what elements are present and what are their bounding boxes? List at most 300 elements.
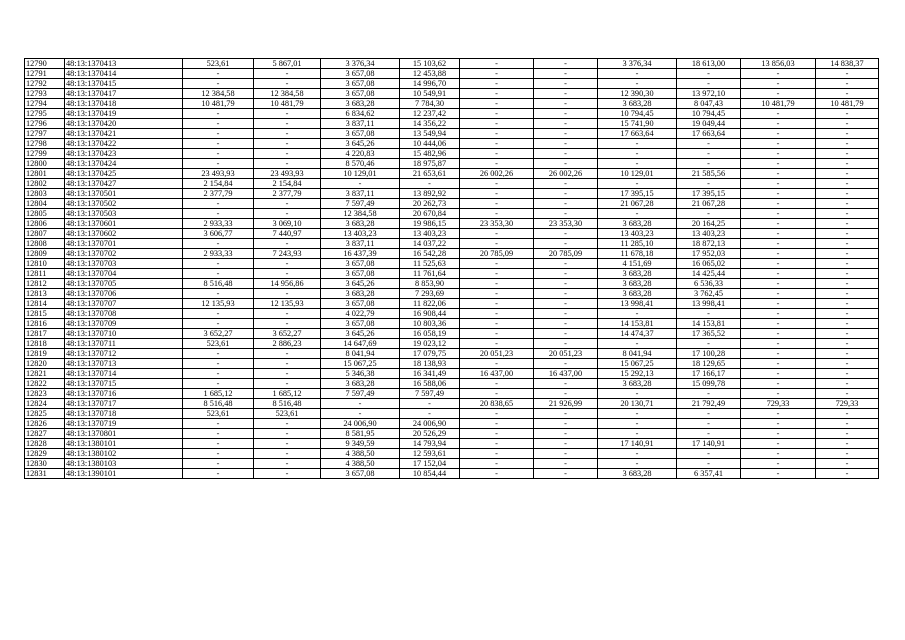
value-cell: 3 645,26 (321, 329, 400, 339)
value-cell: 17 140,91 (598, 439, 677, 449)
value-cell: - (534, 339, 598, 349)
row-number-cell: 12818 (25, 339, 65, 349)
value-cell: - (183, 129, 254, 139)
value-cell: - (598, 139, 677, 149)
value-cell: - (254, 269, 321, 279)
value-cell: 26 002,26 (460, 169, 534, 179)
value-cell: - (183, 309, 254, 319)
cadastral-number-cell: 48:13:1370701 (65, 239, 183, 249)
value-cell: - (534, 299, 598, 309)
value-cell: - (816, 199, 879, 209)
row-number-cell: 12790 (25, 59, 65, 69)
value-cell: 2 154,84 (183, 179, 254, 189)
table-row (25, 229, 879, 239)
value-cell: - (254, 239, 321, 249)
table-row (25, 369, 879, 379)
value-cell: - (534, 409, 598, 419)
value-cell: 26 002,26 (534, 169, 598, 179)
value-cell: - (741, 259, 816, 269)
value-cell: - (816, 249, 879, 259)
value-cell: 12 384,58 (183, 89, 254, 99)
value-cell: 7 243,93 (254, 249, 321, 259)
value-cell: - (741, 299, 816, 309)
row-number-cell: 12814 (25, 299, 65, 309)
value-cell: 4 388,50 (321, 449, 400, 459)
value-cell: 10 129,01 (321, 169, 400, 179)
value-cell: - (183, 199, 254, 209)
value-cell: - (816, 309, 879, 319)
value-cell: 18 613,00 (677, 59, 741, 69)
value-cell: - (598, 389, 677, 399)
table-row (25, 109, 879, 119)
row-number-cell: 12821 (25, 369, 65, 379)
cadastral-number-cell: 48:13:1380101 (65, 439, 183, 449)
value-cell: - (598, 149, 677, 159)
value-cell: 3 683,28 (598, 379, 677, 389)
table-row (25, 189, 879, 199)
value-cell: 4 151,69 (598, 259, 677, 269)
value-cell: 11 525,63 (400, 259, 460, 269)
value-cell: - (816, 79, 879, 89)
value-cell: 17 395,15 (598, 189, 677, 199)
table-row (25, 349, 879, 359)
value-cell: - (460, 239, 534, 249)
value-cell: 4 388,50 (321, 459, 400, 469)
value-cell: - (741, 439, 816, 449)
value-cell: 1 685,12 (183, 389, 254, 399)
value-cell: 8 516,48 (183, 279, 254, 289)
row-number-cell: 12800 (25, 159, 65, 169)
value-cell: - (816, 179, 879, 189)
value-cell: - (460, 309, 534, 319)
value-cell: - (816, 419, 879, 429)
value-cell: 11 822,06 (400, 299, 460, 309)
value-cell: 9 349,59 (321, 439, 400, 449)
value-cell: - (816, 109, 879, 119)
value-cell: - (677, 409, 741, 419)
value-cell: 21 067,28 (677, 199, 741, 209)
table-row (25, 129, 879, 139)
value-cell: 15 741,90 (598, 119, 677, 129)
cadastral-number-cell: 48:13:1370718 (65, 409, 183, 419)
value-cell: - (741, 229, 816, 239)
value-cell: - (677, 419, 741, 429)
table-row (25, 399, 879, 409)
cadastral-number-cell: 48:13:1370710 (65, 329, 183, 339)
value-cell: 729,33 (741, 399, 816, 409)
value-cell: 23 353,30 (534, 219, 598, 229)
value-cell: - (816, 139, 879, 149)
value-cell: 4 022,79 (321, 309, 400, 319)
value-cell: - (460, 179, 534, 189)
value-cell: - (460, 469, 534, 479)
value-cell: 13 998,41 (598, 299, 677, 309)
value-cell: - (816, 379, 879, 389)
value-cell: - (534, 379, 598, 389)
value-cell: - (741, 359, 816, 369)
value-cell: 3 683,28 (598, 469, 677, 479)
value-cell: 23 353,30 (460, 219, 534, 229)
row-number-cell: 12827 (25, 429, 65, 439)
table-row (25, 449, 879, 459)
value-cell: - (460, 319, 534, 329)
row-number-cell: 12793 (25, 89, 65, 99)
value-cell: - (741, 219, 816, 229)
value-cell: - (460, 189, 534, 199)
cadastral-number-cell: 48:13:1370503 (65, 209, 183, 219)
value-cell: 3 837,11 (321, 189, 400, 199)
value-cell: - (534, 319, 598, 329)
value-cell: - (677, 459, 741, 469)
cadastral-number-cell: 48:13:1370717 (65, 399, 183, 409)
value-cell: 17 152,04 (400, 459, 460, 469)
value-cell: - (816, 119, 879, 129)
value-cell: - (183, 429, 254, 439)
value-cell: - (741, 369, 816, 379)
value-cell: 10 481,79 (741, 99, 816, 109)
value-cell: 15 292,13 (598, 369, 677, 379)
row-number-cell: 12815 (25, 309, 65, 319)
value-cell: - (254, 289, 321, 299)
table-row (25, 139, 879, 149)
value-cell: 10 481,79 (816, 99, 879, 109)
cadastral-number-cell: 48:13:1370705 (65, 279, 183, 289)
value-cell: 8 516,48 (183, 399, 254, 409)
value-cell: 20 262,73 (400, 199, 460, 209)
value-cell: - (254, 69, 321, 79)
value-cell: 14 356,22 (400, 119, 460, 129)
value-cell: 2 154,84 (254, 179, 321, 189)
value-cell: 2 377,79 (254, 189, 321, 199)
table-row (25, 169, 879, 179)
row-number-cell: 12797 (25, 129, 65, 139)
cadastral-number-cell: 48:13:1370704 (65, 269, 183, 279)
value-cell: - (741, 239, 816, 249)
row-number-cell: 12812 (25, 279, 65, 289)
value-cell: - (677, 389, 741, 399)
value-cell: 3 837,11 (321, 239, 400, 249)
value-cell: - (816, 269, 879, 279)
value-cell: 12 593,61 (400, 449, 460, 459)
value-cell: - (460, 229, 534, 239)
value-cell: 20 670,84 (400, 209, 460, 219)
cadastral-number-cell: 48:13:1370713 (65, 359, 183, 369)
value-cell: - (534, 279, 598, 289)
value-cell: - (534, 129, 598, 139)
table-row (25, 459, 879, 469)
value-cell: 13 972,10 (677, 89, 741, 99)
value-cell: - (741, 199, 816, 209)
value-cell: - (741, 79, 816, 89)
value-cell: - (816, 329, 879, 339)
value-cell: - (183, 109, 254, 119)
value-cell: 3 657,08 (321, 259, 400, 269)
value-cell: - (741, 269, 816, 279)
row-number-cell: 12807 (25, 229, 65, 239)
value-cell: 5 867,01 (254, 59, 321, 69)
value-cell: 10 444,06 (400, 139, 460, 149)
value-cell: - (816, 299, 879, 309)
value-cell: - (534, 389, 598, 399)
value-cell: - (534, 239, 598, 249)
value-cell: 3 657,08 (321, 129, 400, 139)
value-cell: 18 975,87 (400, 159, 460, 169)
cadastral-number-cell: 48:13:1370415 (65, 79, 183, 89)
value-cell: - (741, 189, 816, 199)
value-cell: - (460, 459, 534, 469)
value-cell: - (460, 419, 534, 429)
value-cell: - (460, 79, 534, 89)
value-cell: - (254, 119, 321, 129)
value-cell: 3 645,26 (321, 279, 400, 289)
value-cell: - (677, 429, 741, 439)
value-cell: - (183, 289, 254, 299)
value-cell: - (254, 149, 321, 159)
row-number-cell: 12805 (25, 209, 65, 219)
value-cell: 20 526,29 (400, 429, 460, 439)
cadastral-number-cell: 48:13:1370502 (65, 199, 183, 209)
value-cell: 17 140,91 (677, 439, 741, 449)
value-cell: - (816, 449, 879, 459)
value-cell: 3 657,08 (321, 469, 400, 479)
value-cell: - (460, 139, 534, 149)
value-cell: 12 453,88 (400, 69, 460, 79)
value-cell: 21 926,99 (534, 399, 598, 409)
value-cell: - (400, 179, 460, 189)
value-cell: 19 049,44 (677, 119, 741, 129)
value-cell: 23 493,93 (254, 169, 321, 179)
value-cell: 16 588,06 (400, 379, 460, 389)
value-cell: - (400, 399, 460, 409)
cadastral-number-cell: 48:13:1370425 (65, 169, 183, 179)
value-cell: 7 597,49 (321, 199, 400, 209)
value-cell: 20 785,09 (460, 249, 534, 259)
value-cell: - (598, 449, 677, 459)
value-cell: 12 237,42 (400, 109, 460, 119)
value-cell: 20 051,23 (534, 349, 598, 359)
value-cell: - (598, 309, 677, 319)
value-cell: - (534, 189, 598, 199)
value-cell: 13 856,03 (741, 59, 816, 69)
row-number-cell: 12829 (25, 449, 65, 459)
value-cell: 2 933,33 (183, 219, 254, 229)
cadastral-number-cell: 48:13:1380102 (65, 449, 183, 459)
value-cell: - (741, 319, 816, 329)
value-cell: 10 129,01 (598, 169, 677, 179)
value-cell: - (534, 289, 598, 299)
cadastral-number-cell: 48:13:1370714 (65, 369, 183, 379)
cadastral-number-cell: 48:13:1370427 (65, 179, 183, 189)
value-cell: - (460, 129, 534, 139)
table-row (25, 389, 879, 399)
value-cell: 3 657,08 (321, 89, 400, 99)
value-cell: - (741, 89, 816, 99)
cadastral-number-cell: 48:13:1370601 (65, 219, 183, 229)
value-cell: - (677, 179, 741, 189)
cadastral-number-cell: 48:13:1370421 (65, 129, 183, 139)
value-cell: 10 549,91 (400, 89, 460, 99)
value-cell: - (741, 409, 816, 419)
value-cell: 6 357,41 (677, 469, 741, 479)
value-cell: 24 006,90 (400, 419, 460, 429)
row-number-cell: 12822 (25, 379, 65, 389)
cadastral-number-cell: 48:13:1370709 (65, 319, 183, 329)
row-number-cell: 12808 (25, 239, 65, 249)
value-cell: 3 645,26 (321, 139, 400, 149)
value-cell: - (816, 359, 879, 369)
value-cell: - (816, 159, 879, 169)
value-cell: 16 437,00 (460, 369, 534, 379)
table-row (25, 359, 879, 369)
value-cell: - (534, 419, 598, 429)
value-cell: 13 403,23 (321, 229, 400, 239)
value-cell: 2 886,23 (254, 339, 321, 349)
value-cell: 14 996,70 (400, 79, 460, 89)
table-row (25, 379, 879, 389)
value-cell: - (741, 169, 816, 179)
value-cell: - (741, 279, 816, 289)
value-cell: 3 683,28 (321, 219, 400, 229)
value-cell: - (534, 79, 598, 89)
value-cell: - (534, 159, 598, 169)
value-cell: - (741, 389, 816, 399)
row-number-cell: 12828 (25, 439, 65, 449)
value-cell: - (741, 459, 816, 469)
value-cell: 14 838,37 (816, 59, 879, 69)
cadastral-number-cell: 48:13:1370715 (65, 379, 183, 389)
value-cell: - (816, 229, 879, 239)
value-cell: - (534, 139, 598, 149)
row-number-cell: 12794 (25, 99, 65, 109)
value-cell: 12 135,93 (254, 299, 321, 309)
value-cell: 729,33 (816, 399, 879, 409)
value-cell: - (460, 259, 534, 269)
value-cell: - (534, 459, 598, 469)
row-number-cell: 12816 (25, 319, 65, 329)
table-row (25, 339, 879, 349)
cadastral-number-cell: 48:13:1370424 (65, 159, 183, 169)
value-cell: - (183, 319, 254, 329)
value-cell: 7 597,49 (400, 389, 460, 399)
value-cell: - (183, 69, 254, 79)
value-cell: - (254, 129, 321, 139)
value-cell: 14 474,37 (598, 329, 677, 339)
value-cell: - (816, 209, 879, 219)
row-number-cell: 12811 (25, 269, 65, 279)
value-cell: - (816, 469, 879, 479)
value-cell: - (816, 149, 879, 159)
table-row (25, 279, 879, 289)
cadastral-number-cell: 48:13:1370418 (65, 99, 183, 109)
value-cell: - (254, 429, 321, 439)
value-cell: - (460, 69, 534, 79)
value-cell: - (741, 249, 816, 259)
value-cell: - (816, 239, 879, 249)
row-number-cell: 12792 (25, 79, 65, 89)
value-cell: - (321, 409, 400, 419)
value-cell: - (460, 159, 534, 169)
value-cell: - (816, 429, 879, 439)
row-number-cell: 12791 (25, 69, 65, 79)
value-cell: 20 838,65 (460, 399, 534, 409)
value-cell: - (677, 79, 741, 89)
value-cell: - (183, 149, 254, 159)
value-cell: 3 683,28 (598, 289, 677, 299)
value-cell: 10 803,36 (400, 319, 460, 329)
value-cell: - (254, 469, 321, 479)
value-cell: - (816, 369, 879, 379)
cadastral-number-cell: 48:13:1370716 (65, 389, 183, 399)
table-row (25, 149, 879, 159)
value-cell: - (598, 459, 677, 469)
value-cell: - (741, 149, 816, 159)
value-cell: 21 067,28 (598, 199, 677, 209)
value-cell: - (816, 219, 879, 229)
value-cell: - (816, 69, 879, 79)
value-cell: 14 037,22 (400, 239, 460, 249)
value-cell: 8 047,43 (677, 99, 741, 109)
value-cell: 12 390,30 (598, 89, 677, 99)
cadastral-number-cell: 48:13:1370702 (65, 249, 183, 259)
value-cell: 8 853,90 (400, 279, 460, 289)
value-cell: 13 403,23 (400, 229, 460, 239)
value-cell: 3 657,08 (321, 269, 400, 279)
row-number-cell: 12809 (25, 249, 65, 259)
row-number-cell: 12798 (25, 139, 65, 149)
table-row (25, 319, 879, 329)
cadastral-number-cell: 48:13:1380103 (65, 459, 183, 469)
value-cell: - (254, 209, 321, 219)
cadastral-number-cell: 48:13:1370708 (65, 309, 183, 319)
table-row (25, 99, 879, 109)
cadastral-number-cell: 48:13:1370501 (65, 189, 183, 199)
value-cell: - (183, 369, 254, 379)
value-cell: - (741, 469, 816, 479)
value-cell: - (598, 419, 677, 429)
value-cell: - (400, 409, 460, 419)
value-cell: 3 683,28 (598, 99, 677, 109)
value-cell: - (534, 109, 598, 119)
value-cell: 17 663,64 (677, 129, 741, 139)
value-cell: - (183, 459, 254, 469)
data-table (24, 58, 879, 479)
value-cell: - (677, 69, 741, 79)
value-cell: 13 403,23 (677, 229, 741, 239)
value-cell: 19 986,15 (400, 219, 460, 229)
value-cell: - (183, 119, 254, 129)
value-cell: - (460, 149, 534, 159)
value-cell: - (460, 279, 534, 289)
value-cell: 21 653,61 (400, 169, 460, 179)
value-cell: - (677, 209, 741, 219)
value-cell: 3 657,08 (321, 69, 400, 79)
value-cell: - (254, 79, 321, 89)
value-cell: - (534, 259, 598, 269)
row-number-cell: 12830 (25, 459, 65, 469)
value-cell: 24 006,90 (321, 419, 400, 429)
value-cell: 16 341,49 (400, 369, 460, 379)
value-cell: 3 762,45 (677, 289, 741, 299)
value-cell: 17 663,64 (598, 129, 677, 139)
value-cell: - (183, 469, 254, 479)
value-cell: - (183, 349, 254, 359)
value-cell: 17 100,28 (677, 349, 741, 359)
value-cell: - (460, 439, 534, 449)
value-cell: - (816, 409, 879, 419)
value-cell: - (460, 269, 534, 279)
table-row (25, 59, 879, 69)
value-cell: 3 657,08 (321, 299, 400, 309)
